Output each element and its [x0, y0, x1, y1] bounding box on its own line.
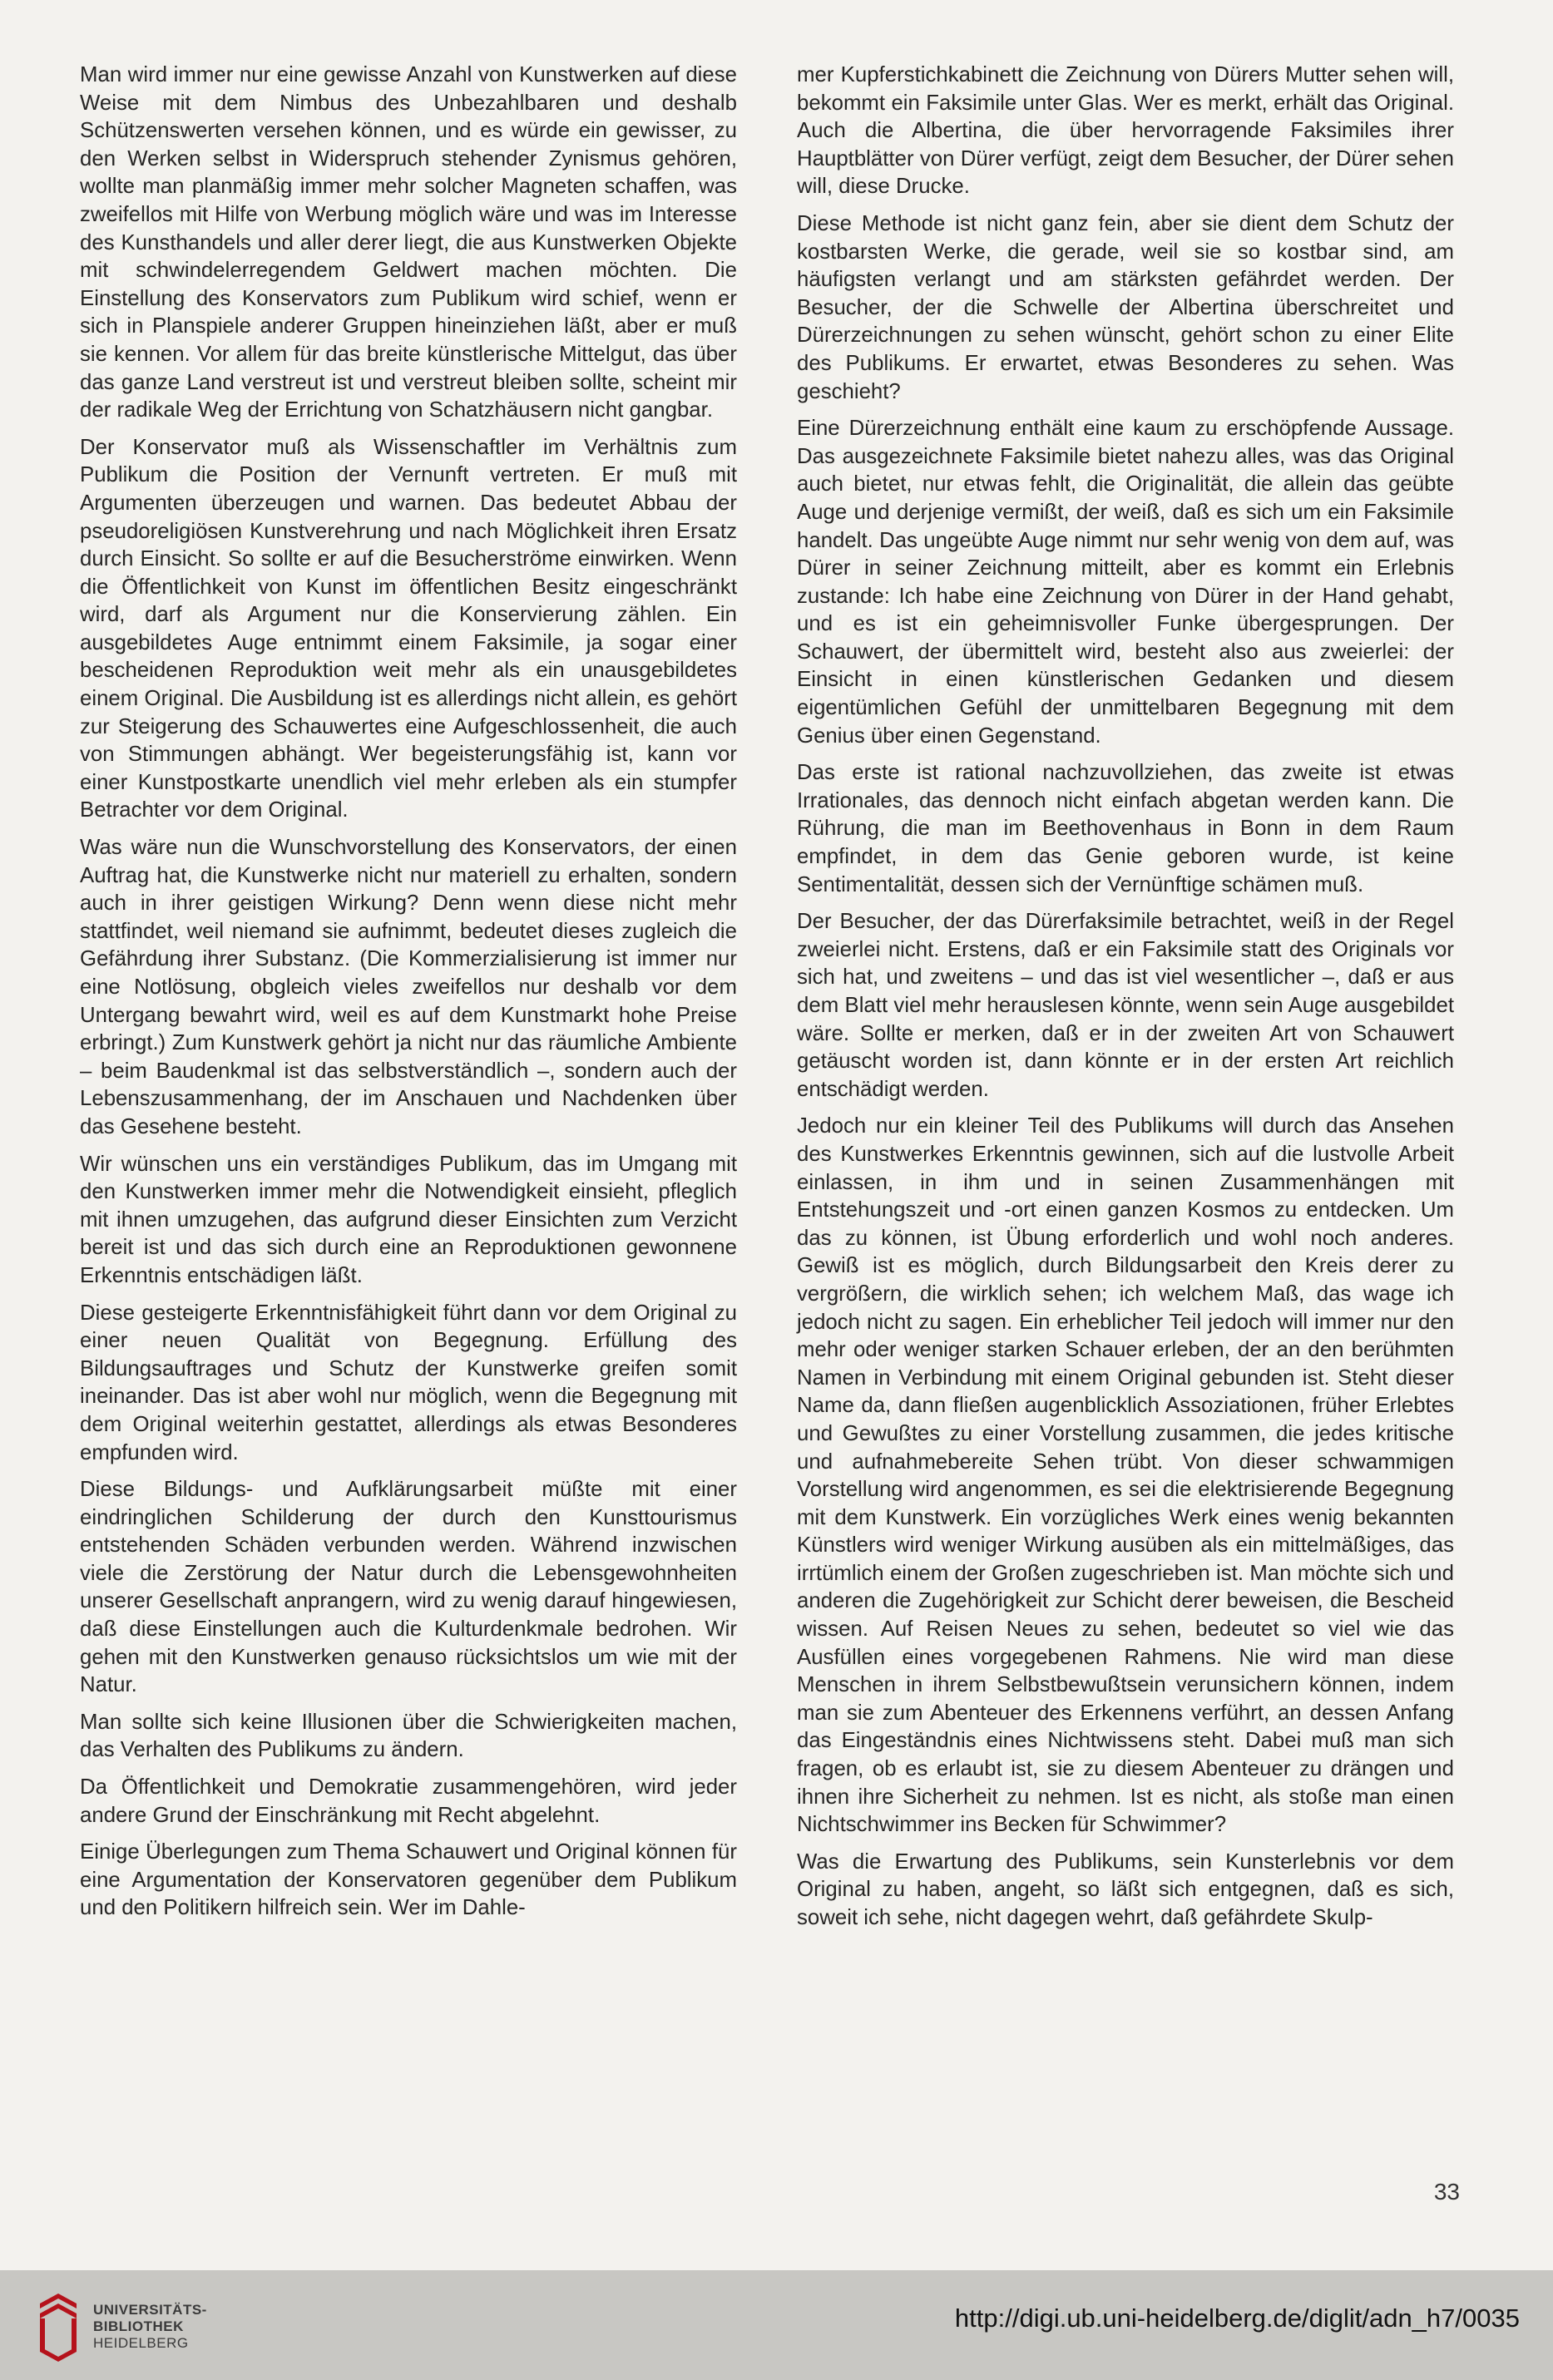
paragraph: Diese Methode ist nicht ganz fein, aber sie dient dem Schutz der kostbarsten Werke, die gerade, weil sie so kostbar sind, am häufigsten verlangt und am stärksten gefährdet werden. Der Besucher, der die Schwelle der Albertina überschreitet und Dürerzeichnungen zu sehen wünscht, gehört schon zu einer Elite des Publikums. Er erwartet, etwas Besonderes zu sehen. Was geschieht? — [797, 211, 1454, 403]
paragraph: mer Kupferstichkabinett die Zeichnung von Dürers Mutter sehen will, bekommt ein Faksimile unter Glas. Wer es merkt, erhält das Original. Auch die Albertina, die über hervorragende Faksimiles ihrer Hauptblätter von Dürer verfügt, zeigt dem Besucher, der Dürer sehen will, diese Drucke. — [797, 63, 1454, 199]
paragraph: Was die Erwartung des Publikums, sein Kunsterlebnis vor dem Original zu haben, angeht, so läßt sich entgegnen, daß es sich, soweit ich sehe, nicht dagegen wehrt, daß gefährdete Skulp- — [797, 1849, 1454, 1929]
paragraph: Da Öffentlichkeit und Demokratie zusammengehören, wird jeder andere Grund der Einschränkung mit Recht abgelehnt. — [80, 1775, 737, 1827]
paragraph: Der Besucher, der das Dürerfaksimile betrachtet, weiß in der Regel zweierlei nicht. Erstens, daß er ein Faksimile statt des Originals vor sich hat, und zweitens – und das ist viel wesentlicher –, daß er aus dem Blatt viel mehr herauslesen könnte, wenn sein Auge ausgebildet wäre. Sollte er merken, daß er in der zweiten Art von Schauwert getäuscht worden ist, dann könnte er in der ersten Art reichlich entschädigt werden. — [797, 910, 1454, 1101]
paragraph: Einige Überlegungen zum Thema Schauwert und Original können für eine Argumentation der Konservatoren gegenüber dem Publikum und den Politikern hilfreich sein. Wer im Dahle- — [80, 1840, 737, 1920]
library-logo-text — [93, 2302, 207, 2352]
footer-bar — [0, 2270, 1553, 2380]
paragraph: Was wäre nun die Wunschvorstellung des Konservators, der einen Auftrag hat, die Kunstwerke nicht nur materiell zu erhalten, sondern auch in ihrer geistigen Wirkung? Denn wenn diese nicht mehr stattfindet, weil niemand sie aufnimmt, bedeutet dieses zugleich die Gefährdung ihrer Substanz. (Die Kommerzialisierung ist immer nur eine Notlösung, obgleich vieles zweifellos nur deshalb vor dem Untergang bewahrt wird, weil es auf dem Kunstmarkt hohe Preise erbringt.) Zum Kunstwerk gehört ja nicht nur das räumliche Ambiente – beim Baudenkmal ist das selbstverständlich –, sondern auch der Lebenszusammenhang, der im Anschauen und Nachdenken über das Gesehene besteht. — [80, 836, 737, 1138]
paragraph: Diese Bildungs- und Aufklärungsarbeit müßte mit einer eindringlichen Schilderung der durch den Kunsttourismus entstehenden Schäden verbunden werden. Während inzwischen viele die Zerstörung der Natur durch die Lebensgewohnheiten unserer Gesellschaft anprangern, wird zu wenig darauf hingewiesen, daß diese Einstellungen auch die Kulturdenkmale bedrohen. Wir gehen mit den Kunstwerken genauso rücksichtslos um wie mit der Natur. — [80, 1478, 737, 1697]
paragraph: Wir wünschen uns ein verständiges Publikum, das im Umgang mit den Kunstwerken immer mehr die Notwendigkeit einsieht, pfleglich mit ihnen umzugehen, das aufgrund dieser Einsichten zum Verzicht bereit ist und das sich durch eine an Reproduktionen gewonnene Erkenntnis entschädigen läßt. — [80, 1152, 737, 1287]
source-url-link[interactable]: http://digi.ub.uni-heidelberg.de/diglit/adn_h7/0035 — [954, 2303, 1520, 2333]
paragraph: Man wird immer nur eine gewisse Anzahl von Kunstwerken auf diese Weise mit dem Nimbus des Unbezahlbaren und deshalb Schützenswerten versehen können, und es würde ein gewisser, zu den Werken selbst in Widerspruch stehender Zynismus gehören, wollte man planmäßig immer mehr solcher Magneten schaffen, was zweifellos mit Hilfe von Werbung möglich wäre und was im Interesse des Kunsthandels und aller derer liegt, die aus Kunstwerken Objekte mit schwindelerregendem Geldwert machen möchten. Die Einstellung des Konservators zum Publikum wird schief, wenn er sich in Planspiele anderer Gruppen hineinziehen läßt, aber er muß sie kennen. Vor allem für das breite künstlerische Mittelgut, das über das ganze Land verstreut ist und verstreut bleiben sollte, scheint mir der radikale Weg der Errichtung von Schatzhäusern nicht gangbar. — [80, 63, 737, 422]
logo-line: HEIDELBERG — [93, 2335, 189, 2351]
logo-line: UNIVERSITÄTS- — [93, 2302, 207, 2318]
paragraph: Das erste ist rational nachzuvollziehen, das zweite ist etwas Irrationales, das dennoch nicht einfach abgetan werden kann. Die Rührung, die man im Beethovenhaus in Bonn in dem Raum empfindet, in dem das Genie geboren wurde, ist keine Sentimentalität, dessen sich der Vernünftige schämen muß. — [797, 761, 1454, 896]
text-column-left — [80, 62, 737, 1932]
library-logo-icon — [33, 2289, 83, 2363]
paragraph: Man sollte sich keine Illusionen über die Schwierigkeiten machen, das Verhalten des Publikums zu ändern. — [80, 1710, 737, 1762]
paragraph: Jedoch nur ein kleiner Teil des Publikums will durch das Ansehen des Kunstwerkes Erkenntnis gewinnen, sich auf die lustvolle Arbeit einlassen, in ihm und in seinen Zusammenhängen mit Entstehungszeit und -ort einen ganzen Kosmos zu entdecken. Um das zu können, ist Übung erforderlich und wohl noch anderes. Gewiß ist es möglich, durch Bildungsarbeit den Kreis derer zu vergrößern, die wirklich sehen; ich welchem Maß, das wage ich jedoch nicht zu sagen. Ein erheblicher Teil jedoch will immer nur den mehr oder weniger starken Schauer erleben, der an den berühmten Namen in Verbindung mit einem Original gebunden ist. Steht dieser Name da, dann fließen augenblicklich Assoziationen, früher Erlebtes und Gewußtes zu einer Vorstellung zusammen, die jedes kritische und aufnahmebereite Sehen trübt. Von dieser schwammigen Vorstellung wird angenommen, es sei die elektrisierende Begegnung mit dem Kunstwerk. Ein vorzügliches Werk eines wenig bekannten Künstlers wird weniger Wirkung ausüben als ein mittelmäßiges, das irrtümlich einem der Großen zugeschrieben ist. Man möchte sich und anderen die Zugehörigkeit zur Schicht derer beweisen, die Bescheid wissen. Auf Reisen Neues zu sehen, bedeutet so viel wie das Ausfüllen eines vorgegebenen Rahmens. Nie wird man diese Menschen in ihrem Selbstbewußtsein verunsichern können, indem man sie zum Abenteuer des Erkennens verführt, an dessen Anfang das Eingeständnis eines Nichtwissens steht. Dabei muß man sich fragen, ob es erlaubt ist, sie zu diesem Abenteuer zu drängen und ihnen ihre Sicherheit zu nehmen. Ist es nicht, als stoße man einen Nichtschwimmer ins Becken für Schwimmer? — [797, 1114, 1454, 1837]
paragraph: Der Konservator muß als Wissenschaftler im Verhältnis zum Publikum die Position der Vernunft vertreten. Er muß mit Argumenten überzeugen und warnen. Das bedeutet Abbau der pseudoreligiösen Kunstverehrung und nach Möglichkeit ihren Ersatz durch Einsicht. So sollte er auf die Besucherströme einwirken. Wenn die Öffentlichkeit von Kunst im öffentlichen Besitz eingeschränkt wird, darf als Argument nur die Konservierung zählen. Ein ausgebildetes Auge entnimmt einem Faksimile, ja sogar einer bescheidenen Reproduktion weit mehr als ein unausgebildetes einem Original. Die Ausbildung ist es allerdings nicht allein, es gehört zur Steigerung des Schauwertes eine Aufgeschlossenheit, die auch von Stimmungen abhängt. Wer begeisterungsfähig ist, kann vor einer Kunstpostkarte unendlich viel mehr erleben als ein stumpfer Betrachter vor dem Original. — [80, 435, 737, 822]
paragraph: Eine Dürerzeichnung enthält eine kaum zu erschöpfende Aussage. Das ausgezeichnete Faksimile bietet nahezu alles, was das Original auch bietet, nur etwas fehlt, die Originalität, die allein das geübte Auge und derjenige vermißt, der weiß, daß es sich um ein Faksimile handelt. Das ungeübte Auge nimmt nur sehr wenig von dem auf, was Dürer in seiner Zeichnung mitteilt, aber es kommt ein Erlebnis zustande: Ich habe eine Zeichnung von Dürer in der Hand gehabt, und es ist ein geheimnisvoller Funke übergesprungen. Der Schauwert, der übermittelt wird, besteht also aus zweierlei: der Einsicht in einen künstlerischen Gedanken und diesem eigentümlichen Gefühl der unmittelbaren Begegnung mit dem Genius über einen Gegenstand. — [797, 417, 1454, 748]
page-number: 33 — [1433, 2179, 1460, 2205]
paragraph: Diese gesteigerte Erkenntnisfähigkeit führt dann vor dem Original zu einer neuen Qualität von Begegnung. Erfüllung des Bildungsauftrages und Schutz der Kunstwerke greifen somit ineinander. Das ist aber wohl nur möglich, wenn die Begegnung mit dem Original weiterhin gestattet, allerdings als etwas Besonderes empfunden wird. — [80, 1301, 737, 1464]
logo-line: BIBLIOTHEK — [93, 2318, 184, 2334]
text-column-right — [797, 62, 1454, 1942]
